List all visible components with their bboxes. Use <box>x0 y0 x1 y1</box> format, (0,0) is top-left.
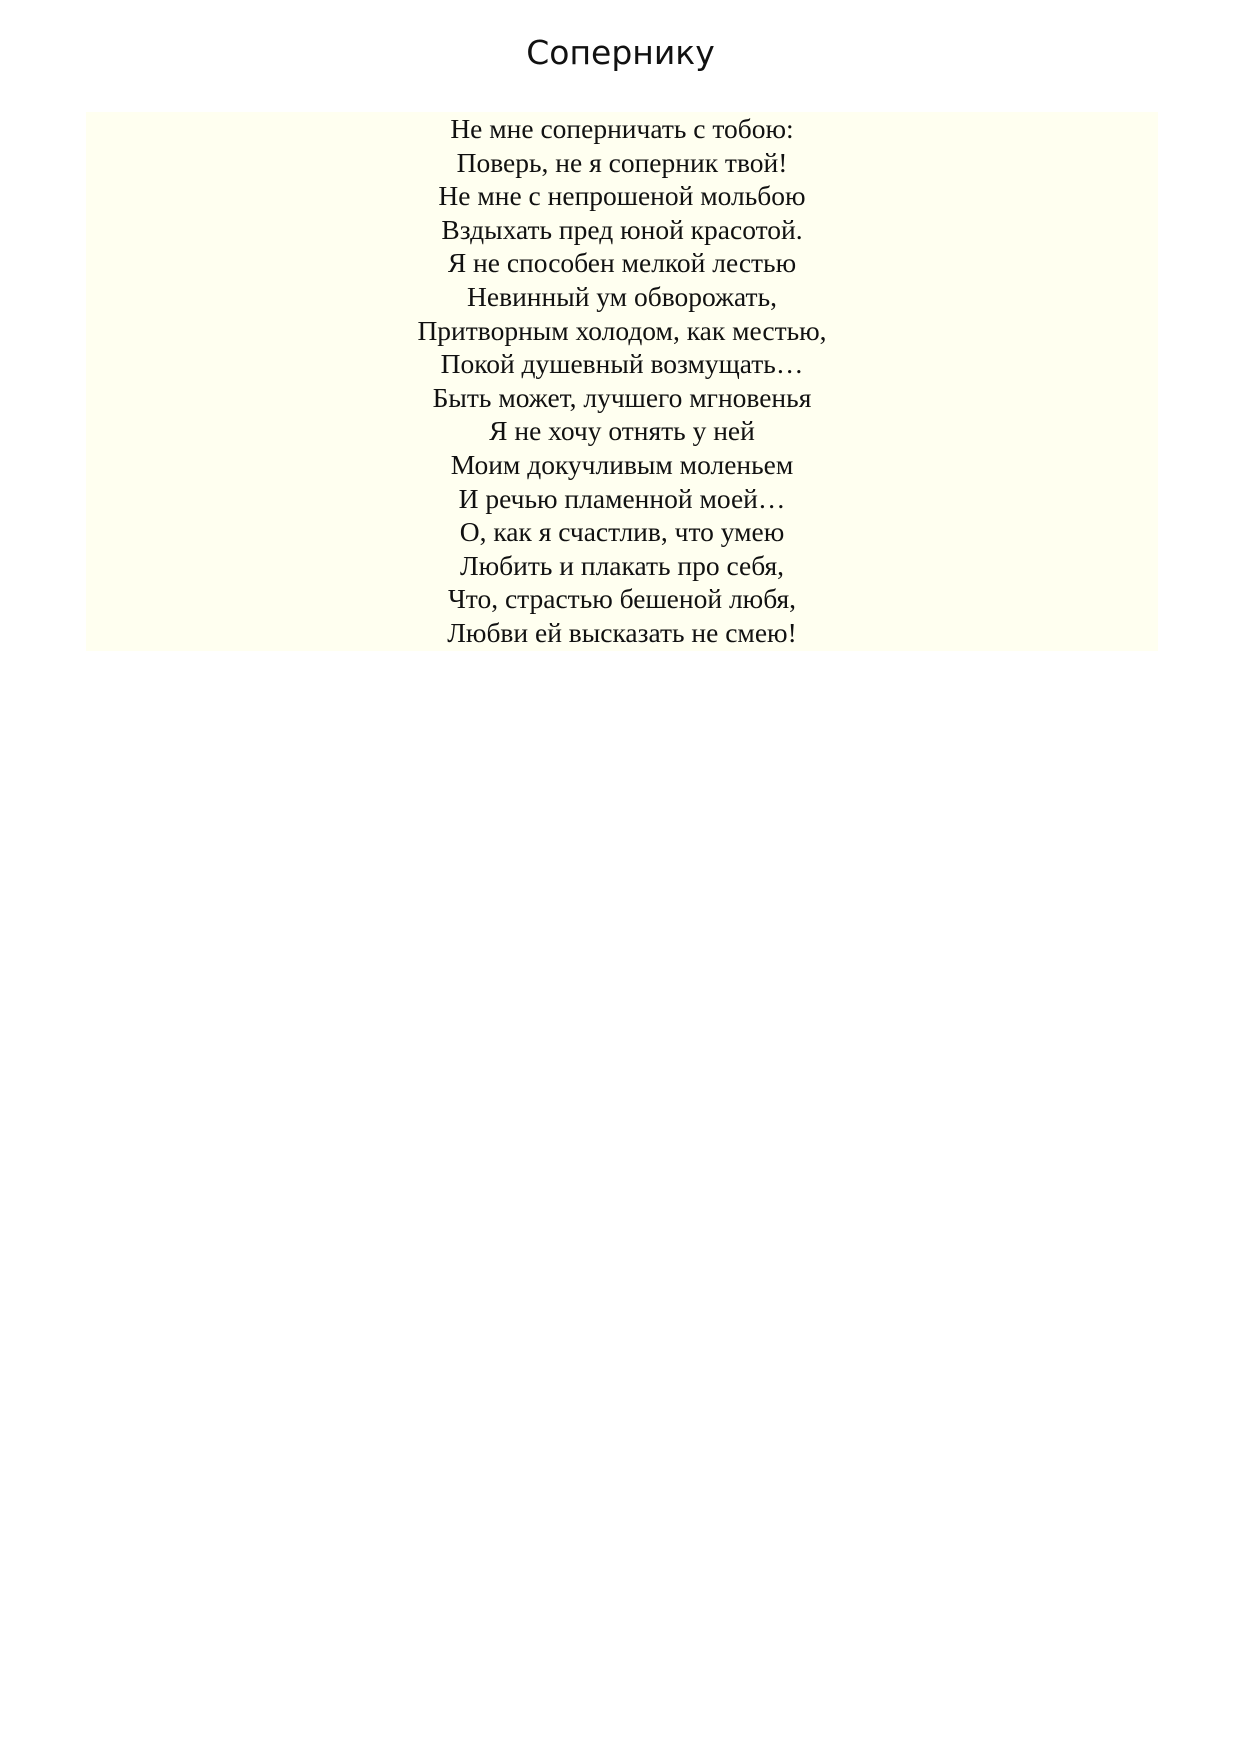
poem-line: Покой душевный возмущать… <box>440 348 804 380</box>
poem-line: Поверь, не я соперник твой! <box>456 146 788 178</box>
poem-line: Вздыхать пред юной красотой. <box>441 213 803 245</box>
poem-line: Что, страстью бешеной любя, <box>447 583 797 615</box>
poem-block <box>86 112 1158 651</box>
poem-line: Быть может, лучшего мгновенья <box>432 381 812 413</box>
poem-line: Я не хочу отнять у ней <box>489 415 755 447</box>
poem-line: Не мне соперничать с тобою: <box>450 113 794 144</box>
poem-line: И речью пламенной моей… <box>458 482 786 514</box>
page-title: Сопернику <box>526 33 715 72</box>
poem-lines <box>86 112 1158 650</box>
poem-line: Притворным холодом, как местью, <box>417 314 827 346</box>
poem-line: Любви ей высказать не смею! <box>447 616 797 648</box>
poem-line: Моим докучливым моленьем <box>450 448 794 480</box>
poem-line: Не мне с непрошеной мольбою <box>438 180 806 212</box>
poem-line: О, как я счастлив, что умею <box>459 516 785 548</box>
poem-line: Любить и плакать про себя, <box>459 549 785 581</box>
poem-line: Я не способен мелкой лестью <box>447 247 797 279</box>
poem-line: Невинный ум обворожать, <box>467 280 777 312</box>
